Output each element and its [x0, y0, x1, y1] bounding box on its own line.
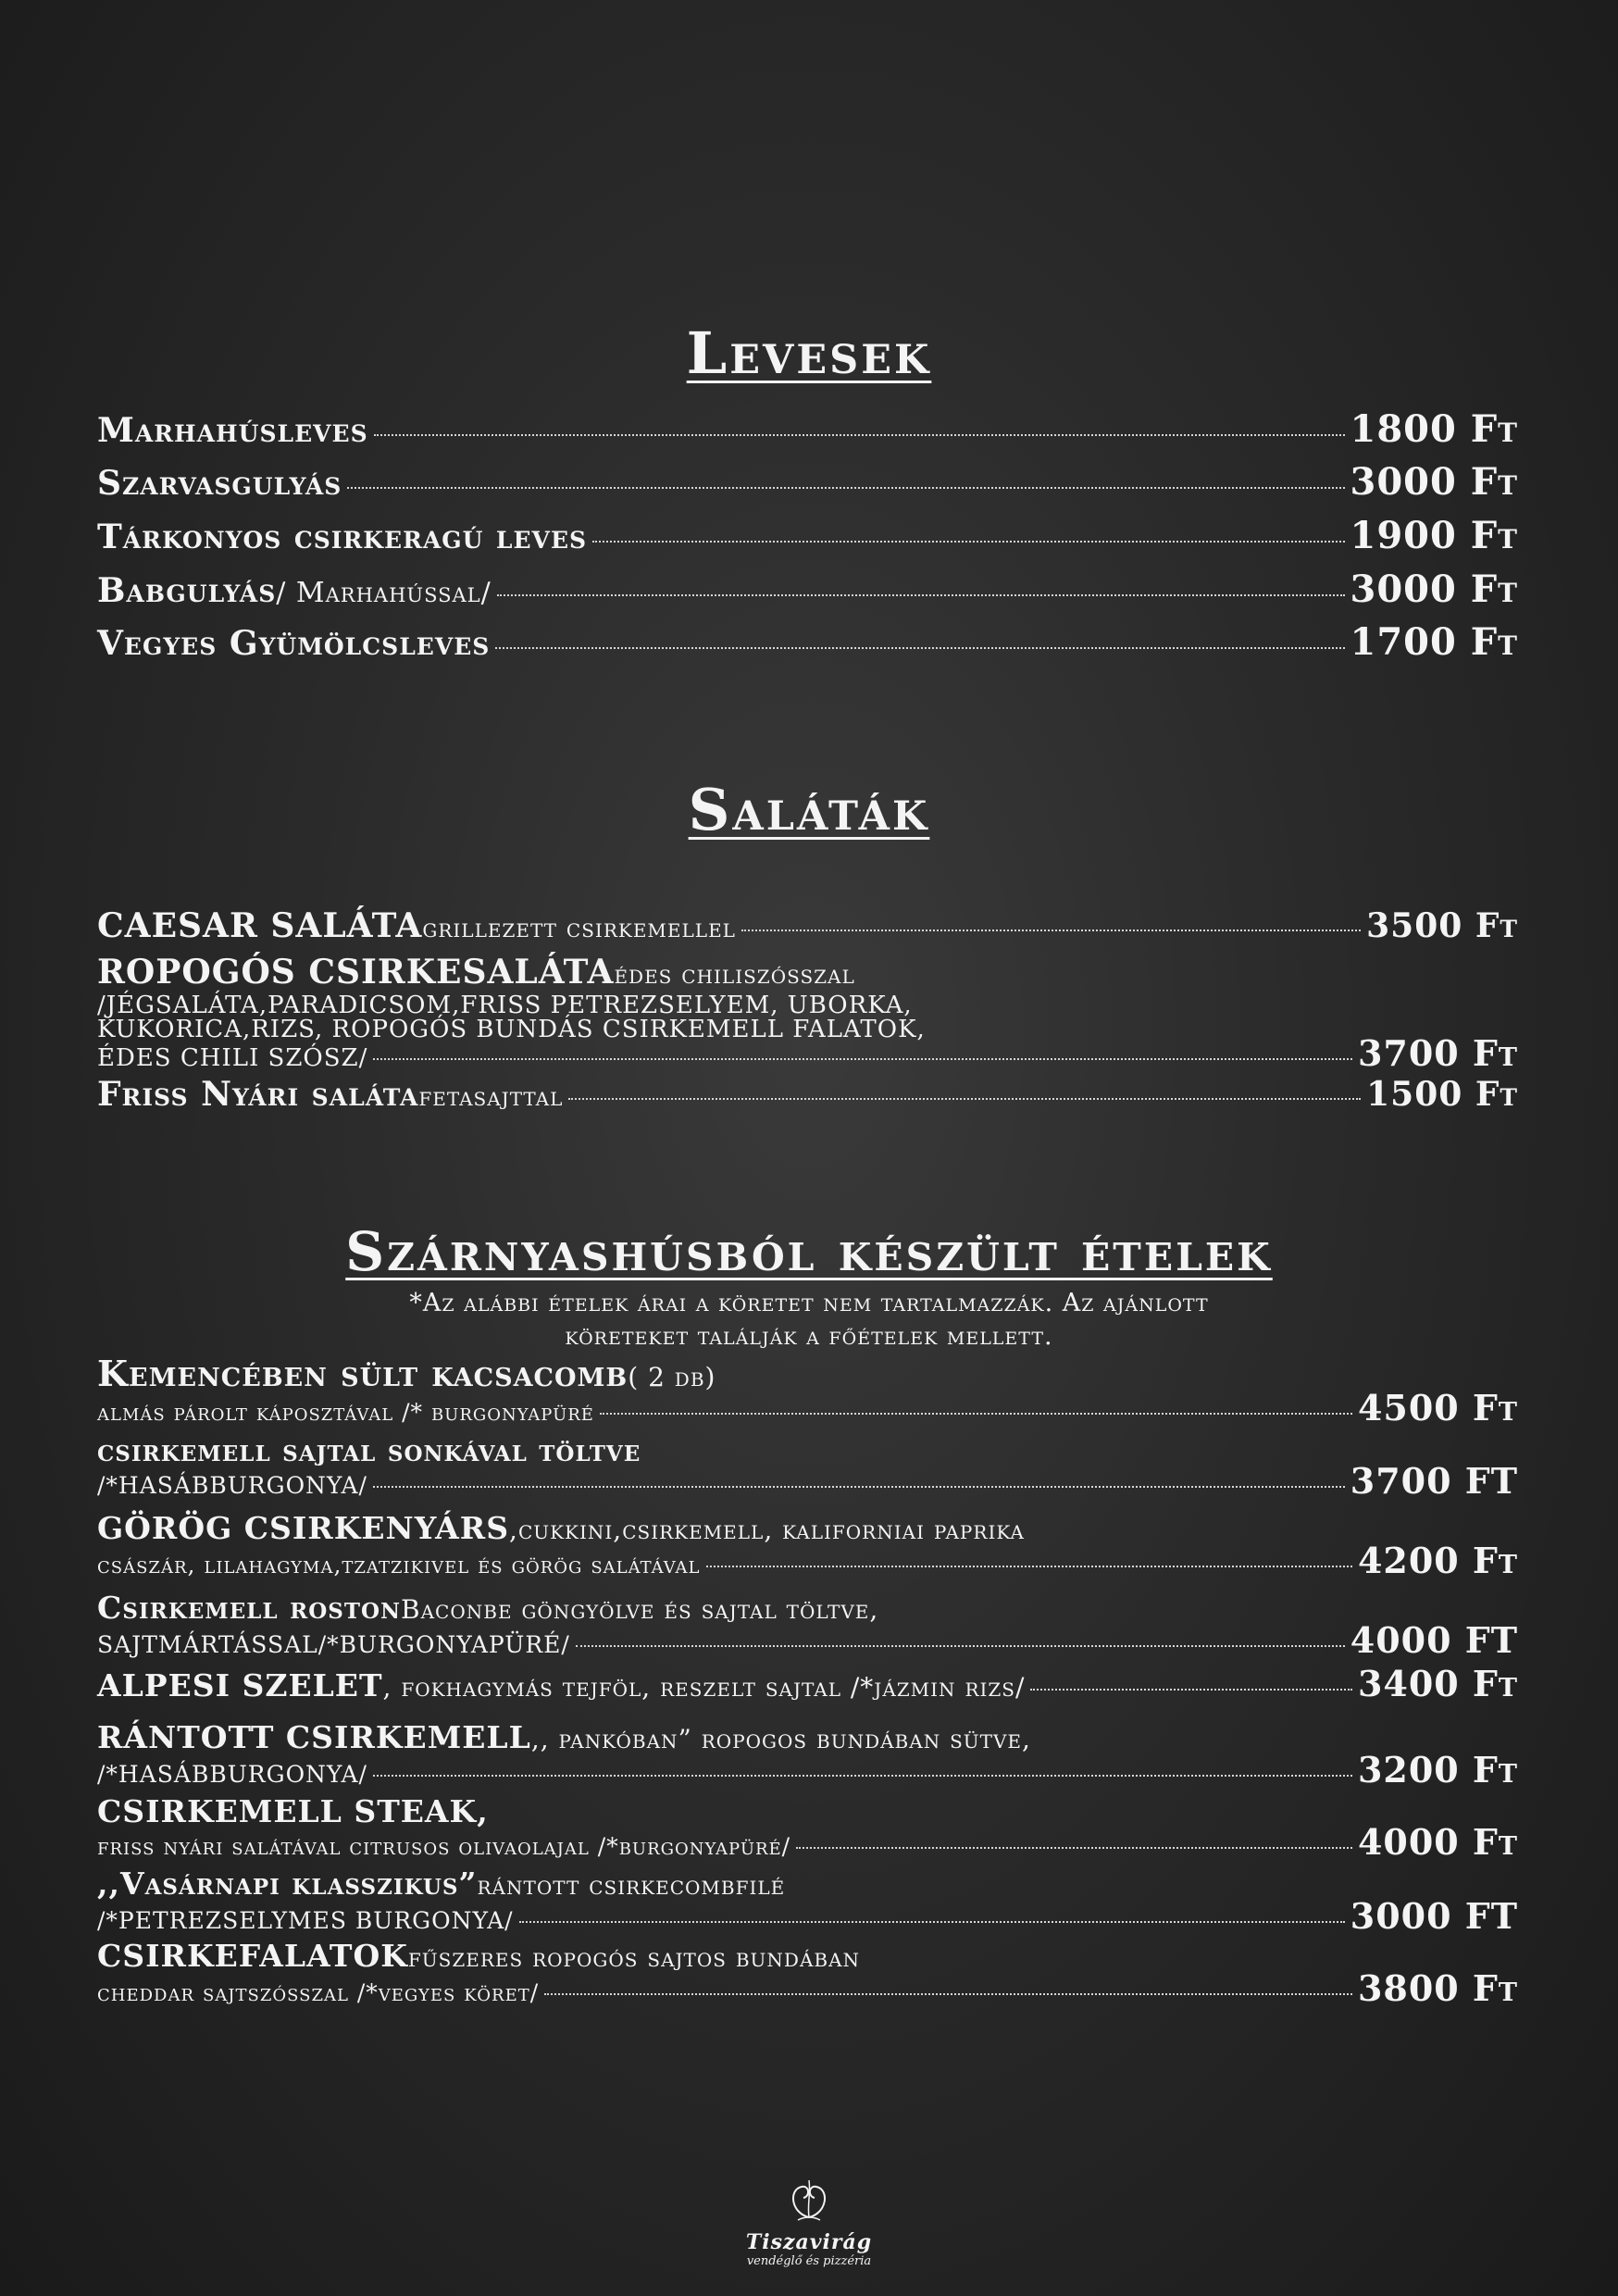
item-price: 3500 Ft: [1366, 906, 1518, 945]
dot-leader: [347, 487, 1344, 489]
item-sub: /*HASÁBBURGONYA/: [97, 1761, 367, 1788]
logo-subtitle: vendéglő és pizzéria: [746, 2254, 872, 2268]
menu-item: [97, 953, 1518, 1074]
item-name: Tárkonyos csirkeragú leves: [97, 518, 588, 556]
item-sub: almás párolt káposztával /* burgonyapüré: [97, 1399, 594, 1426]
dot-leader: [600, 1413, 1352, 1415]
item-sub: /*PETREZSELYMES BURGONYA/: [97, 1907, 514, 1934]
item-price: 1500 Ft: [1366, 1075, 1518, 1114]
dot-leader: [519, 1921, 1345, 1923]
item-price: 4200 Ft: [1357, 1540, 1518, 1581]
item-price: 4500 Ft: [1357, 1387, 1518, 1429]
item-sub: császár, lilahagyma,tzatzikivel és görög salátával: [97, 1552, 701, 1578]
item-sub: /JÉGSALÁTA,PARADICSOM,FRISS PETREZSELYEM, UBORKA,: [97, 992, 913, 1019]
section-title-salatak: Saláták: [688, 776, 930, 843]
dot-leader: [497, 594, 1345, 596]
item-desc: , fokhagymás tejföl, reszelt sajtal /*jázmin rizs/: [382, 1672, 1026, 1703]
dot-leader: [568, 1098, 1361, 1100]
item-sub: SAJTMÁRTÁSSAL/*BURGONYAPÜRÉ/: [97, 1631, 570, 1658]
item-price: 3700 Ft: [1357, 1032, 1518, 1074]
item-sub: /*HASÁBBURGONYA/: [97, 1472, 367, 1499]
section-title-levesek: Levesek: [686, 319, 932, 387]
note-line: *Az alábbi ételek árai a köretet nem tartalmazzák. Az ajánlott: [409, 1289, 1209, 1317]
menu-item: [97, 1938, 1518, 2009]
item-price: 1900 Ft: [1350, 514, 1518, 557]
dot-leader: [1030, 1689, 1352, 1691]
dot-leader: [373, 1486, 1345, 1488]
dot-leader: [373, 1775, 1352, 1777]
item-price: 4000 Ft: [1357, 1821, 1518, 1863]
item-price: 1700 Ft: [1350, 620, 1518, 664]
menu-item: [97, 1793, 1518, 1863]
item-desc: fűszeres ropogós sajtos bundában: [407, 1942, 861, 1973]
menu-item: [97, 1353, 1518, 1429]
item-price: 3200 Ft: [1357, 1749, 1518, 1791]
dot-leader: [741, 930, 1361, 931]
item-name: ALPESI SZELET: [97, 1667, 383, 1703]
item-name: Csirkemell roston: [97, 1590, 402, 1626]
menu-item: [97, 1866, 1518, 1937]
item-price: 4000 FT: [1350, 1619, 1518, 1661]
menu-item: [97, 1719, 1518, 1791]
menu-item: [97, 907, 1518, 947]
item-price: 3400 Ft: [1357, 1663, 1518, 1704]
menu-item: [97, 514, 1518, 557]
item-desc: édes chiliszósszal: [614, 959, 855, 990]
item-name: Babgulyás: [97, 571, 277, 610]
menu-item: [97, 620, 1518, 664]
item-sub: friss nyári salátával citrusos olivaolajal /*burgonyapüré/: [97, 1833, 791, 1860]
item-desc: fetasajttal: [418, 1081, 564, 1112]
item-sub: KUKORICA,RIZS, ROPOGÓS BUNDÁS CSIRKEMELL FALATOK,: [97, 1016, 926, 1043]
item-name: csirkemell sajtal sonkával töltve: [97, 1432, 641, 1468]
dot-leader: [576, 1645, 1345, 1647]
item-price: 3000 Ft: [1350, 568, 1518, 611]
menu-item: [97, 568, 1518, 611]
item-desc: / Marhahússal/: [276, 577, 492, 609]
item-price: 3700 FT: [1350, 1460, 1518, 1502]
dot-leader: [706, 1566, 1352, 1567]
item-desc: Baconbe göngyölve és sajtal töltve,: [401, 1594, 879, 1625]
item-price: 3800 Ft: [1357, 1967, 1518, 2009]
item-price: 3000 FT: [1350, 1895, 1518, 1937]
item-name: Kemencében sült kacsacomb: [97, 1353, 629, 1394]
item-sub: cheddar sajtszósszal /*vegyes köret/: [97, 1979, 540, 2006]
item-price: 3000 Ft: [1350, 460, 1518, 504]
dot-leader: [544, 1993, 1352, 1995]
item-price: 1800 Ft: [1350, 407, 1518, 451]
menu-item: [97, 1663, 1518, 1705]
flower-logo-icon: [781, 2176, 837, 2227]
logo-name: Tiszavirág: [745, 2230, 873, 2254]
item-name: Szarvasgulyás: [97, 464, 342, 503]
menu-item: [97, 1510, 1518, 1581]
item-desc: ,cukkini,csirkemell, kaliforniai paprika: [509, 1515, 1025, 1545]
section-note: [231, 1287, 1387, 1354]
section-title-szarnyas: Szárnyashúsból készült ételek: [345, 1220, 1273, 1283]
item-name: CSIRKEFALATOK: [97, 1938, 408, 1974]
item-name: GÖRÖG CSIRKENYÁRS: [97, 1510, 510, 1546]
menu-item: [97, 1590, 1518, 1661]
item-name: ,,Vasárnapi klasszikus”: [97, 1866, 478, 1902]
item-desc: grillezett csirkemellel: [422, 913, 736, 943]
dot-leader: [373, 1058, 1352, 1060]
item-name: Marhahúsleves: [97, 411, 368, 450]
dot-leader: [374, 434, 1345, 436]
dot-leader: [796, 1847, 1352, 1849]
restaurant-logo: [716, 2176, 902, 2268]
item-name: Vegyes Gyümölcsleves: [97, 624, 491, 663]
item-name: RÁNTOTT CSIRKEMELL: [97, 1719, 531, 1755]
item-name: CAESAR SALÁTA: [97, 906, 423, 945]
note-line: köreteket találják a főételek mellett.: [565, 1322, 1053, 1351]
menu-item: [97, 1432, 1518, 1502]
item-desc: ( 2 db): [628, 1362, 716, 1392]
menu-item: [97, 460, 1518, 504]
item-desc: rántott csirkecombfilé: [477, 1870, 786, 1901]
menu-item: [97, 407, 1518, 451]
item-name: ROPOGÓS CSIRKESALÁTA: [97, 953, 615, 992]
item-sub: ÉDES CHILI SZÓSZ/: [97, 1044, 368, 1072]
dot-leader: [495, 647, 1344, 649]
menu-item: [97, 1076, 1518, 1116]
item-name: CSIRKEMELL STEAK,: [97, 1793, 489, 1829]
dot-leader: [592, 541, 1344, 543]
item-name: Friss Nyári saláta: [97, 1075, 419, 1114]
item-desc: ,, pankóban” ropogos bundában sütve,: [530, 1724, 1031, 1754]
